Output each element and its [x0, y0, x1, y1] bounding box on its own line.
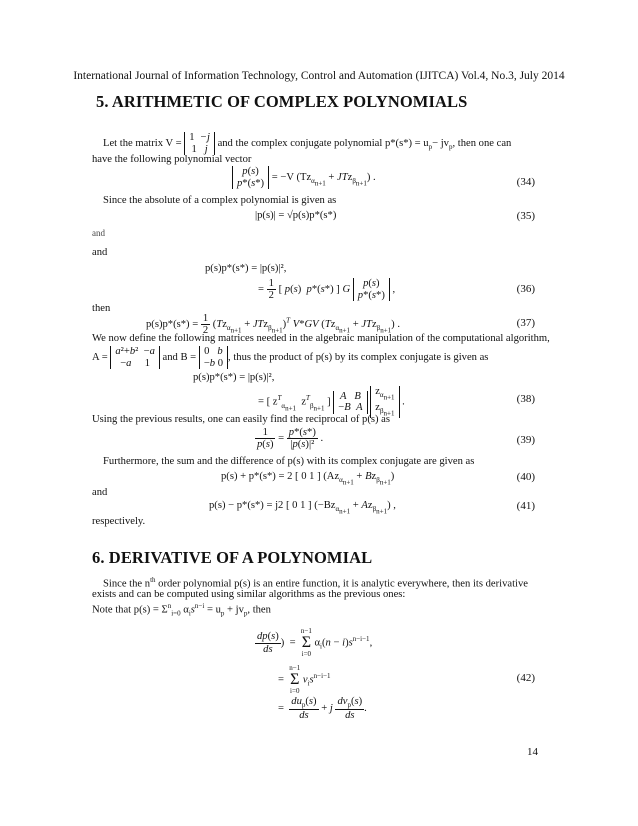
- text-note-sum: Note that p(s) = Σ: [92, 604, 168, 616]
- section-5-title: 5. ARITHMETIC OF COMPLEX POLYNOMIALS: [96, 92, 468, 111]
- text-let-matrix: Let the matrix V =: [103, 138, 182, 150]
- text-polynomial-vector: have the following polynomial vector: [92, 154, 252, 165]
- text-eq-u: = u: [204, 604, 221, 616]
- eq41-body: p(s) − p*(s*) = j2 [ 0 1 ] (−Bz: [209, 500, 336, 511]
- eq40-body: p(s) + p*(s*) = 2 [ 0 1 ] (Az: [221, 471, 340, 482]
- equation-40: p(s) + p*(s*) = 2 [ 0 1 ] $(Az_{\alpha_{n+1}} + Bz_{\beta_{n+1}})$: [221, 471, 395, 487]
- label-B: and B =: [162, 352, 197, 364]
- text-then: then: [92, 303, 111, 314]
- text-conj-minus: − jv: [432, 138, 449, 150]
- equation-35-number: (35): [516, 210, 535, 222]
- section-6-title: 6. DERIVATIVE OF A POLYNOMIAL: [92, 548, 373, 567]
- text-and-2: and: [92, 487, 108, 498]
- equation-39-number: (39): [516, 434, 535, 446]
- text-respectively: respectively.: [92, 516, 146, 527]
- equation-41: p(s) − p*(s*) = j2 [ 0 1 ] $(-Bz_{\alpha_{n+1}} + Az_{\beta_{n+1}})$ ,: [209, 500, 396, 516]
- text-furthermore: Furthermore, the sum and the difference of p(s) with its complex conjugate are given as: [103, 456, 475, 467]
- equation-42b: = n−1 Σ i=0 $v_is^{n-i-1}$: [278, 664, 331, 695]
- matrix-B: 0 b −b 0: [199, 346, 228, 369]
- text-define-matrices: We now define the following matrices needed in the algebraic manipulation of the computational algorithm,: [92, 333, 550, 344]
- text-conjugate: and the complex conjugate polynomial p*(s*) = u: [217, 138, 429, 150]
- matrix-definition-line: Let the matrix V = 1 −j 1 j and the complex conjugate polynomial $p*(s*) = u_p- jv_p$, then one can: [103, 132, 512, 155]
- equation-36a: p(s)p*(s*) = |p(s)|²,: [205, 263, 287, 274]
- matrices-A-B-line: [92, 346, 488, 369]
- text-since-nth: Since the n: [103, 578, 151, 590]
- text-reciprocal: Using the previous results, one can easily find the reciprocal of p(s) as: [92, 414, 391, 425]
- text-analytic: order polynomial p(s) is an entire function, it is analytic everywhere, then its derivative: [155, 578, 528, 590]
- equation-38a: p(s)p*(s*) = |p(s)|²,: [193, 372, 275, 383]
- text-thus-product: , thus the product of p(s) by its complex conjugate is given as: [228, 352, 489, 364]
- stray-and: and: [92, 228, 105, 238]
- text-exists: exists and can be computed using similar algorithms as the previous ones:: [92, 589, 406, 600]
- eq36-equals: =: [258, 284, 264, 296]
- page-number: 14: [527, 746, 538, 758]
- matrix-A: a²+b² −a −a 1: [110, 346, 160, 369]
- eq37-lhs: p(s)p*(s*) =: [146, 319, 199, 331]
- label-A: A =: [92, 352, 108, 364]
- equation-39: $\frac{1}{p(s)}$ = $\frac{p*(s*)}{\text{|p(s)|²}}$ .: [257, 427, 324, 451]
- text-then-2: , then: [247, 604, 271, 616]
- text-and-1: and: [92, 247, 108, 258]
- text-absolute: Since the absolute of a complex polynomial is given as: [103, 195, 337, 206]
- matrix-V: 1 −j 1 j: [184, 132, 215, 155]
- equation-36-number: (36): [516, 283, 535, 295]
- equation-40-number: (40): [516, 471, 535, 483]
- eq34-rhs: = −V (Tz: [271, 172, 312, 184]
- equation-42c: = $\frac{du_p(s)}{ds}$ + j $\frac{dv_p(s)}{ds}$ .: [278, 696, 367, 722]
- text-alpha: α: [183, 604, 189, 616]
- equation-38b: = [ $z^T_{\alpha_{n+1}}$ $z^T_{\beta_{n+1}}$ ] A B −B A $z_{\alpha_{n+1}}$ $z_{\beta_{n+1}}$ .: [258, 386, 405, 418]
- text-one-can: , then one can: [452, 138, 512, 150]
- equation-36b: = $\frac{1}{2}$ [ p(s) p*(s*) ] G p(s) p*(s*) ,: [258, 278, 396, 302]
- text-plus-jv: + jv: [224, 604, 244, 616]
- journal-header: International Journal of Information Technology, Control and Automation (IJITCA) Vol.4, No.3, July 2014: [73, 70, 565, 82]
- equation-37-number: (37): [516, 317, 535, 329]
- text-th: th: [150, 576, 156, 584]
- equation-42-number: (42): [516, 672, 535, 684]
- equation-34-number: (34): [516, 176, 535, 188]
- equation-35: |p(s)| = √p(s)p*(s*): [255, 210, 337, 221]
- equation-38-number: (38): [516, 393, 535, 405]
- text-note-that: Note that $p(s) = \Sigma^n_{i=0}$ $\alpha_is^{n-i} = u_p + jv_p$, then: [92, 602, 271, 618]
- equation-41-number: (41): [516, 500, 535, 512]
- equation-42a: $\frac{dp(s)}{ds}$ ) = n−1 Σ i=0 $\alpha_i(n - i)s^{n-i-1}$,: [257, 627, 373, 658]
- equation-37: p(s)p*(s*) = $\frac{1}{2}$ $(Tz_{\alpha_{n+1}} + JTz_{\beta_{n+1}})^T$ V*GV $(Tz_{\alpha_{n+1}} + JTz_{\beta_{n+1}})$ .: [146, 313, 400, 337]
- equation-34: p(s) p*(s*) = −V $(Tz_{\alpha_{n+1}} + JTz_{\beta_{n+1}})$ .: [232, 166, 376, 189]
